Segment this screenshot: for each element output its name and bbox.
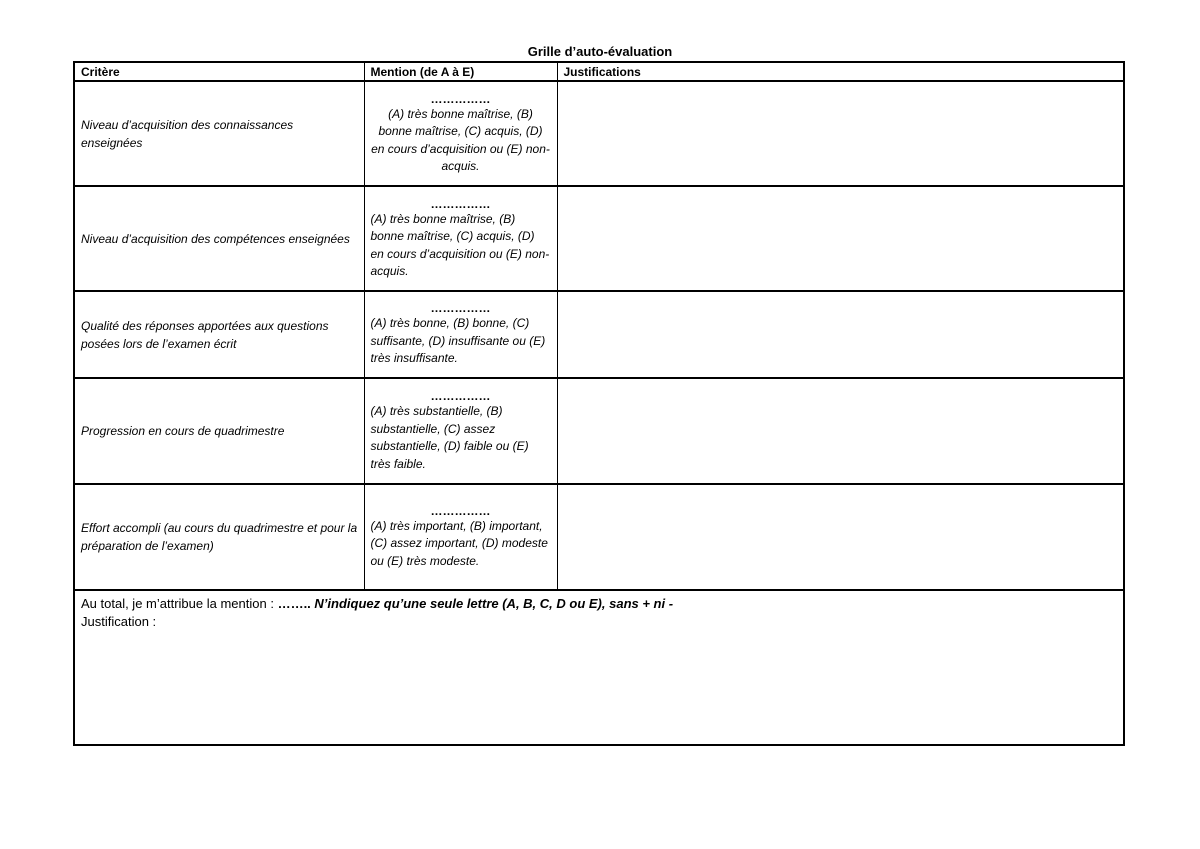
summary-cell[interactable] (74, 590, 1124, 745)
mention-cell[interactable] (364, 484, 557, 590)
justification-cell[interactable] (557, 186, 1124, 291)
table-row (74, 81, 1124, 186)
total-mention-line (81, 595, 1117, 613)
table-row (74, 186, 1124, 291)
criterion-cell: Niveau d’acquisition des connaissances enseignées (74, 81, 364, 186)
criterion-cell: Qualité des réponses apportées aux questions posées lors de l’examen écrit (74, 291, 364, 378)
mention-cell[interactable] (364, 291, 557, 378)
table-header-row (74, 62, 1124, 81)
criterion-cell: Niveau d’acquisition des compétences enseignées (74, 186, 364, 291)
justification-cell[interactable] (557, 378, 1124, 484)
total-mention-instruction: N’indiquez qu’une seule lettre (A, B, C, D ou E), sans + ni - (314, 596, 674, 611)
mention-blank: …………… (430, 196, 491, 211)
total-mention-blank[interactable]: …….. (277, 596, 311, 611)
summary-row (74, 590, 1124, 745)
justification-cell[interactable] (557, 81, 1124, 186)
mention-scale: (A) très bonne maîtrise, (B) bonne maîtrise, (C) acquis, (D) en cours d’acquisition ou (E) non-acquis. (370, 211, 550, 278)
mention-scale: (A) très important, (B) important, (C) assez important, (D) modeste ou (E) très modeste. (370, 518, 548, 568)
self-evaluation-table (73, 61, 1125, 746)
mention-scale: (A) très bonne maîtrise, (B) bonne maîtrise, (C) acquis, (D) en cours d’acquisition ou (E) non-acquis. (371, 106, 550, 173)
page-title: Grille d’auto-évaluation (527, 44, 673, 59)
table-row (74, 291, 1124, 378)
justification-cell[interactable] (557, 291, 1124, 378)
justification-label: Justification : (81, 614, 157, 629)
mention-blank: …………… (430, 301, 491, 316)
mention-blank: …………… (430, 389, 491, 403)
justification-cell[interactable] (557, 484, 1124, 590)
header-criterion: Critère (74, 62, 364, 81)
header-mention: Mention (de A à E) (364, 62, 557, 81)
table-row (74, 484, 1124, 590)
mention-scale: (A) très bonne, (B) bonne, (C) suffisante, (D) insuffisante ou (E) très insuffisante. (370, 316, 546, 366)
total-mention-label: Au total, je m’attribue la mention : (81, 596, 274, 611)
mention-scale: (A) très substantielle, (B) substantielle, (C) assez substantielle, (D) faible ou (E) très faible. (370, 404, 529, 471)
table-row (74, 378, 1124, 484)
mention-cell[interactable] (364, 378, 557, 484)
mention-blank: …………… (430, 91, 491, 106)
criterion-cell: Effort accompli (au cours du quadrimestre et pour la préparation de l’examen) (74, 484, 364, 590)
criterion-cell: Progression en cours de quadrimestre (74, 378, 364, 484)
mention-cell[interactable] (364, 186, 557, 291)
mention-cell[interactable] (364, 81, 557, 186)
header-justification: Justifications (557, 62, 1124, 81)
justification-line (81, 613, 1117, 631)
mention-blank: …………… (430, 503, 491, 518)
